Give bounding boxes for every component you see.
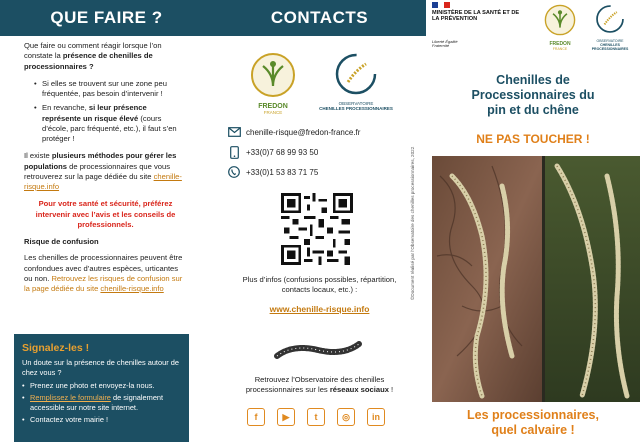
marianne-logo — [432, 2, 450, 8]
signal-title: Signalez-les ! — [22, 342, 90, 354]
caterpillar-illustration — [273, 338, 363, 367]
caterpillar-icon — [273, 338, 363, 362]
situation-list — [34, 79, 187, 145]
list-item: • Contactez votre mairie ! — [22, 415, 181, 425]
m-a: Il existe — [24, 151, 52, 161]
fredon-sub: FRANCE — [552, 47, 568, 51]
obs-b: réseaux sociaux — [329, 385, 389, 395]
obs-name: OBSERVATOIRE — [338, 101, 374, 106]
obs-c: ! — [388, 385, 394, 395]
website-link[interactable]: www.chenille-risque.info — [269, 304, 370, 314]
phone2[interactable]: +33(0)1 53 83 71 75 — [246, 167, 319, 177]
info-text: Plus d’infos (confusions possibles, répartition, contacts locaux, etc.) : — [242, 275, 397, 295]
obs-sub: CHENILLES PROCESSIONNAIRES — [319, 106, 393, 111]
observatoire-text — [213, 375, 426, 396]
mail-icon — [227, 126, 241, 138]
fredon-emblem-icon — [250, 52, 296, 98]
observatoire-emblem-icon — [595, 4, 625, 34]
intro-text — [24, 41, 187, 72]
obs-name: OBSERVATOIRE — [596, 39, 624, 43]
obs-sub: CHENILLES PROCESSIONNAIRES — [591, 43, 629, 51]
phone1[interactable]: +33(0)7 68 99 93 50 — [246, 147, 319, 157]
qr-code[interactable] — [281, 193, 353, 265]
fredon-name: FREDON — [549, 41, 571, 47]
email-row — [227, 126, 360, 138]
b2c: (cours d’école, parc fréquenté, etc.), il faut s’en protéger ! — [42, 113, 177, 143]
fredon-name: FREDON — [258, 103, 288, 110]
youtube-icon[interactable]: ▶ — [277, 408, 295, 426]
intro-a: Que faire ou comment réagir lorsque l’on constate la — [24, 41, 162, 61]
list-item — [22, 393, 181, 413]
fredon-logo — [542, 4, 578, 51]
que-faire-header: QUE FAIRE ? — [0, 0, 213, 36]
obs-a: Retrouvez l’Observatoire des chenilles processionnaires sur les — [245, 375, 385, 395]
b2a: En revanche, — [42, 103, 89, 113]
document-credit: ©Document réalisé par l’Observatoire des chenilles processionnaires, 2022 — [410, 146, 415, 300]
form-link[interactable]: Remplissez le formulaire — [30, 393, 111, 403]
confusion-text — [24, 253, 187, 294]
safety-warning: Pour votre santé et sécurité, préférez intervenir avec l’avis et les conseils de professionnels. — [35, 199, 176, 229]
c-a: Les chenilles de processionnaires peuvent être confondues avec d’autres espèces, urticantes ou non. — [24, 253, 183, 283]
phone2-row — [227, 166, 318, 178]
phone1-row — [227, 146, 318, 158]
email-link[interactable]: chenille-risque@fredon-france.fr — [246, 127, 361, 137]
linkedin-icon[interactable]: in — [367, 408, 385, 426]
phone-icon — [227, 166, 241, 178]
caterpillar-photo-icon — [432, 156, 640, 402]
methods-link[interactable]: chenille-risque.info — [24, 171, 182, 191]
panel-contacts — [213, 0, 426, 447]
signal-box — [14, 334, 189, 442]
que-faire-body — [0, 36, 213, 294]
c-b: Retrouvez les risques de confusion sur la page dédiée du site — [24, 273, 183, 293]
mobile-phone-icon — [227, 146, 241, 158]
fredon-sub: FRANCE — [263, 110, 283, 115]
list-item: • Prenez une photo et envoyez-la nous. — [22, 381, 181, 391]
fredon-emblem-icon — [544, 4, 576, 36]
b2b: si leur présence représente un risque élevé — [42, 103, 147, 123]
instagram-icon[interactable]: ◎ — [337, 408, 355, 426]
observatoire-logo — [582, 4, 638, 51]
panel-que-faire — [0, 0, 213, 447]
cover-title: Chenilles de Processionnaires du pin et du chêne — [471, 73, 595, 117]
partner-logos — [245, 52, 395, 116]
m-b: plusieurs méthodes pour gérer les populations — [24, 151, 177, 171]
methods-text — [24, 151, 187, 192]
item2-rest: de signalement accessible sur notre site internet. — [30, 393, 164, 413]
ministry-motto: Liberté Égalité Fraternité — [432, 39, 458, 49]
confusion-title-text: Risque de confusion — [24, 237, 99, 246]
confusion-link[interactable]: chenille-risque.info — [100, 284, 164, 293]
ministry-name: MINISTÈRE DE LA SANTÉ ET DE LA PRÉVENTION — [432, 10, 520, 23]
panel-cover — [426, 0, 640, 447]
qr-code-icon — [281, 193, 353, 265]
contacts-header: CONTACTS — [213, 0, 426, 36]
signal-intro: Un doute sur la présence de chenilles autour de chez vous ? — [22, 358, 179, 378]
social-links — [247, 408, 385, 426]
caterpillar-photo — [432, 156, 640, 402]
intro-b: présence de chenilles de processionnaires ? — [24, 51, 153, 71]
cover-slogan: Les processionnaires, quel calvaire ! — [466, 408, 599, 437]
twitter-icon[interactable]: t — [307, 408, 325, 426]
m-c: de processionnaires que vous retrouverez sur la page dédiée du site — [24, 161, 171, 181]
list-item: • Si elles se trouvent sur une zone peu fréquentée, pas besoin d’intervenir ! — [34, 79, 187, 100]
do-not-touch: NE PAS TOUCHER ! — [476, 132, 590, 146]
list-item — [34, 103, 187, 144]
signal-list — [22, 381, 181, 425]
observatoire-emblem-icon — [334, 52, 378, 96]
facebook-icon[interactable]: f — [247, 408, 265, 426]
fredon-logo — [245, 52, 301, 116]
observatoire-logo — [317, 52, 395, 116]
confusion-title — [24, 237, 187, 247]
